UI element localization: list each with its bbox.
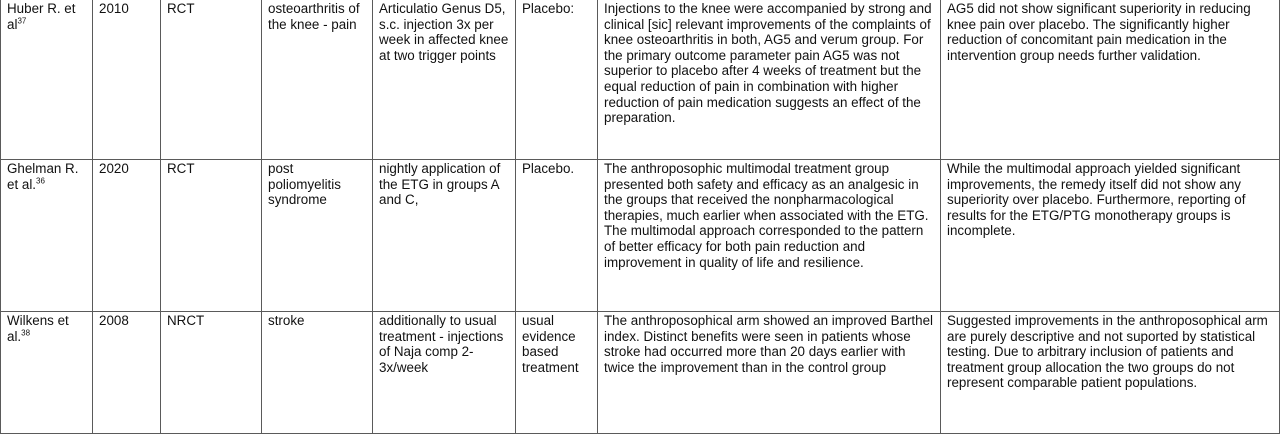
reference-number: 37 — [17, 16, 27, 26]
comments-cell: Suggested improvements in the anthroposophical arm are purely descriptive and not suported by statistical testing. Due to arbitrary inclusion of patients and treatment group allocation the two groups do not represent comparable patient populations. — [941, 312, 1280, 434]
year-cell: 2010 — [93, 0, 161, 160]
reference-number: 36 — [36, 176, 45, 186]
comments-cell: AG5 did not show significant superiority in reducing knee pain over placebo. The significantly higher reduction of concomitant pain medication in the intervention group needs further validation. — [941, 0, 1280, 160]
intervention-cell: additionally to usual treatment - injections of Naja comp 2-3x/week — [373, 312, 516, 434]
design-cell: NRCT — [161, 312, 262, 434]
condition-cell: post poliomyelitis syndrome — [262, 160, 373, 312]
results-cell: The anthroposophical arm showed an improved Barthel index. Distinct benefits were seen in patients whose stroke had occurred more than 20 days earlier with twice the improvement than in the control group — [598, 312, 941, 434]
control-cell: usual evidence based treatment — [516, 312, 598, 434]
table-row — [1, 312, 1280, 434]
year-cell: 2020 — [93, 160, 161, 312]
table-row — [1, 0, 1280, 160]
intervention-cell: Articulatio Genus D5, s.c. injection 3x per week in affected knee at two trigger points — [373, 0, 516, 160]
year-cell: 2008 — [93, 312, 161, 434]
author-cell: Ghelman R. et al.$^{36}$ — [1, 160, 93, 312]
author-cell: Huber R. et $al^{37}$ — [1, 0, 93, 160]
design-cell: RCT — [161, 160, 262, 312]
control-cell: Placebo. — [516, 160, 598, 312]
condition-cell: osteoarthritis of the knee - pain — [262, 0, 373, 160]
table-row — [1, 160, 1280, 312]
design-cell: RCT — [161, 0, 262, 160]
condition-cell: stroke — [262, 312, 373, 434]
control-cell: Placebo: — [516, 0, 598, 160]
intervention-cell: nightly application of the ETG in groups A and C, — [373, 160, 516, 312]
results-cell: Injections to the knee were accompanied by strong and clinical [sic] relevant improvements of the complaints of knee osteoarthritis in both, AG5 and verum group. For the primary outcome parameter pain AG5 was not superior to placebo after 4 weeks of treatment but the equal reduction of pain in combination with higher reduction of pain medication suggests an effect of the preparation. — [598, 0, 941, 160]
author-cell: Wilkens et al.$^{38}$ — [1, 312, 93, 434]
reference-number: 38 — [21, 328, 31, 338]
comments-cell: While the multimodal approach yielded significant improvements, the remedy itself did not show any superiority over placebo. Furthermore, reporting of results for the ETG/PTG monotherapy groups is incomplete. — [941, 160, 1280, 312]
results-cell: The anthroposophic multimodal treatment group presented both safety and efficacy as an analgesic in the groups that received the nonpharmacological therapies, much earlier when associated with the ETG. The multimodal approach corresponded to the pattern of better efficacy for both pain reduction and improvement in quality of life and resilience. — [598, 160, 941, 312]
